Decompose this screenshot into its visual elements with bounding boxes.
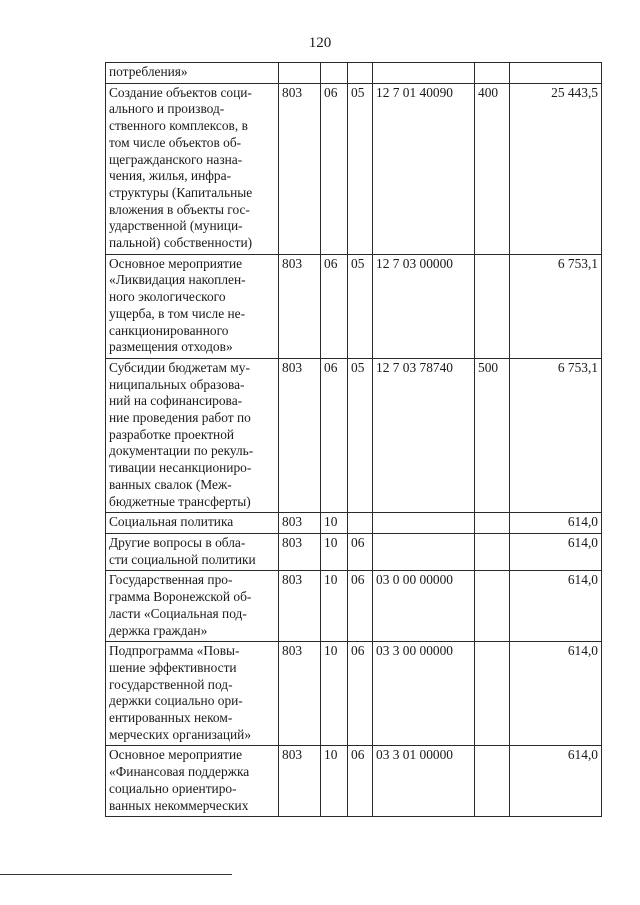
page-number: 120 — [308, 35, 332, 51]
ministry-code-cell: 803 — [279, 83, 321, 254]
ministry-code-cell: 803 — [279, 254, 321, 358]
subsection-code-cell: 06 — [348, 642, 373, 746]
expense-type-cell — [475, 254, 510, 358]
amount-cell: 614,0 — [510, 513, 602, 534]
amount-cell: 25 443,5 — [510, 83, 602, 254]
amount-cell: 614,0 — [510, 571, 602, 642]
section-code-cell: 10 — [321, 571, 348, 642]
table-row — [106, 83, 602, 254]
row-name-cell: Социальная политика — [106, 513, 279, 534]
expense-type-cell — [475, 571, 510, 642]
section-code-cell: 06 — [321, 83, 348, 254]
expense-type-cell — [475, 533, 510, 570]
amount-cell: 6 753,1 — [510, 358, 602, 512]
table-row — [106, 513, 602, 534]
amount-cell — [510, 63, 602, 84]
amount-cell: 614,0 — [510, 746, 602, 817]
amount-cell: 614,0 — [510, 642, 602, 746]
expense-type-cell — [475, 63, 510, 84]
target-article-cell: 12 7 03 00000 — [373, 254, 475, 358]
ministry-code-cell: 803 — [279, 358, 321, 512]
target-article-cell: 03 3 01 00000 — [373, 746, 475, 817]
target-article-cell: 03 0 00 00000 — [373, 571, 475, 642]
row-name-cell: Создание объектов соци- ального и производ- ственного комплексов, в том числе объектов об- щегражданского назна- чения, жилья, инфра- структуры (Капитальные вложения в объекты гос- ударственной (муници- пальной) собственности) — [106, 83, 279, 254]
table-row — [106, 63, 602, 84]
row-name-cell: Субсидии бюджетам му- ниципальных образова- ний на софинансирова- ние проведения работ по разработке проектной документации по рекуль- тивации несанкциониро- ванных свалок (Меж- бюджетные трансферты) — [106, 358, 279, 512]
amount-cell: 614,0 — [510, 533, 602, 570]
target-article-cell — [373, 513, 475, 534]
ministry-code-cell: 803 — [279, 642, 321, 746]
expense-type-cell: 500 — [475, 358, 510, 512]
table-row — [106, 358, 602, 512]
target-article-cell: 12 7 03 78740 — [373, 358, 475, 512]
target-article-cell: 03 3 00 00000 — [373, 642, 475, 746]
section-code-cell: 10 — [321, 513, 348, 534]
row-name-cell: Основное мероприятие «Финансовая поддержка социально ориентиро- ванных некоммерческих — [106, 746, 279, 817]
target-article-cell: 12 7 01 40090 — [373, 83, 475, 254]
section-code-cell: 10 — [321, 642, 348, 746]
subsection-code-cell — [348, 63, 373, 84]
subsection-code-cell: 05 — [348, 254, 373, 358]
ministry-code-cell — [279, 63, 321, 84]
subsection-code-cell — [348, 513, 373, 534]
section-code-cell — [321, 63, 348, 84]
target-article-cell — [373, 63, 475, 84]
footnote-separator — [0, 874, 232, 875]
subsection-code-cell: 06 — [348, 746, 373, 817]
amount-cell: 6 753,1 — [510, 254, 602, 358]
row-name-cell: Подпрограмма «Повы- шение эффективности государственной под- держки социально ори- ентированных неком- мерческих организаций» — [106, 642, 279, 746]
row-name-cell: Другие вопросы в обла- сти социальной политики — [106, 533, 279, 570]
table-row — [106, 642, 602, 746]
subsection-code-cell: 06 — [348, 571, 373, 642]
subsection-code-cell: 06 — [348, 533, 373, 570]
budget-table — [105, 62, 602, 817]
row-name-cell: потребления» — [106, 63, 279, 84]
table-row — [106, 533, 602, 570]
section-code-cell: 10 — [321, 533, 348, 570]
table-row — [106, 571, 602, 642]
section-code-cell: 06 — [321, 358, 348, 512]
row-name-cell: Основное мероприятие «Ликвидация накоплен- ного экологического ущерба, в том числе не- санкционированного размещения отходов» — [106, 254, 279, 358]
row-name-cell: Государственная про- грамма Воронежской об- ласти «Социальная под- держка граждан» — [106, 571, 279, 642]
subsection-code-cell: 05 — [348, 83, 373, 254]
ministry-code-cell: 803 — [279, 513, 321, 534]
table-row — [106, 254, 602, 358]
expense-type-cell: 400 — [475, 83, 510, 254]
target-article-cell — [373, 533, 475, 570]
expense-type-cell — [475, 642, 510, 746]
section-code-cell: 06 — [321, 254, 348, 358]
ministry-code-cell: 803 — [279, 571, 321, 642]
ministry-code-cell: 803 — [279, 746, 321, 817]
subsection-code-cell: 05 — [348, 358, 373, 512]
expense-type-cell — [475, 746, 510, 817]
table-row — [106, 746, 602, 817]
ministry-code-cell: 803 — [279, 533, 321, 570]
expense-type-cell — [475, 513, 510, 534]
section-code-cell: 10 — [321, 746, 348, 817]
